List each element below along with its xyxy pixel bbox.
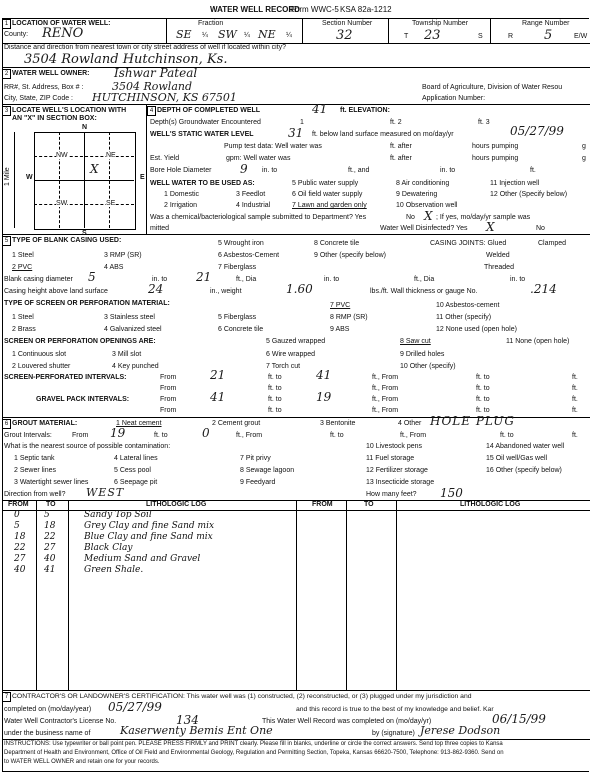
casing-label: TYPE OF BLANK CASING USED:: [12, 237, 122, 244]
compass-w: W: [26, 174, 33, 181]
disinfected-no[interactable]: No: [536, 225, 545, 232]
log-from[interactable]: 27: [14, 554, 26, 564]
int2-ft-from: ft., From: [372, 385, 399, 392]
weight-value[interactable]: 1.60: [286, 282, 313, 296]
joints-clamped[interactable]: Clamped: [538, 240, 567, 247]
screen-other[interactable]: 11 Other (specify): [436, 314, 492, 321]
range-ew: E/W: [574, 33, 588, 40]
use-public-supply[interactable]: 5 Public water supply: [292, 180, 359, 187]
screen-fiberglass[interactable]: 5 Fiberglass: [218, 314, 257, 321]
thickness-label: lbs./ft. Wall thickness or gauge No.: [370, 288, 478, 295]
certification-text: CONTRACTOR'S OR LANDOWNER'S CERTIFICATION: This water well was (1) constructed, (2) reconstructed, or (3) plugged under my jurisdiction and: [12, 693, 472, 700]
distance-value[interactable]: 3504 Rowland Hutchinson, Ks.: [24, 52, 228, 67]
bore-in-to: in. to: [440, 167, 456, 174]
source-fertilizer[interactable]: 12 Fertilizer storage: [366, 467, 428, 474]
section-6-number: 6: [2, 419, 11, 429]
thickness-value[interactable]: .214: [530, 282, 557, 296]
disinfected-x[interactable]: X: [486, 220, 495, 234]
rr-label: RR#, St. Address, Box # :: [4, 84, 84, 91]
height-value[interactable]: 24: [148, 282, 164, 296]
quarter-sym-2: ¼: [244, 32, 250, 39]
ft-after-1: ft. after: [390, 143, 412, 150]
intervals-label: SCREEN-PERFORATED INTERVALS:: [4, 374, 127, 381]
bore-to: in. to: [262, 167, 278, 174]
mitted: mitted: [150, 225, 170, 232]
depth-label: DEPTH OF COMPLETED WELL: [157, 107, 261, 114]
int2-from-label: From: [160, 385, 177, 392]
range-r: R: [508, 33, 514, 40]
source-lagoon[interactable]: 8 Sewage lagoon: [240, 467, 295, 474]
log-header-from-2: FROM: [312, 501, 333, 508]
section-3-number: 3: [2, 106, 11, 116]
instructions-2: Department of Health and Environment, Office of Oil Field and Environmental Geology, Regulation and Permitting Section, Topeka, Kansas 66620-7500, Telephone: 913-862-9360. Send on: [4, 750, 504, 756]
use-lawn-garden[interactable]: 7 Lawn and garden only: [292, 202, 367, 209]
gw-1: 1: [300, 119, 304, 126]
static-level-tail: ft. below land surface measured on mo/day/yr: [312, 131, 454, 138]
source-other[interactable]: 16 Other (specify below): [486, 467, 562, 474]
log-desc[interactable]: Medium Sand and Gravel: [84, 554, 201, 564]
location-mark[interactable]: X: [90, 162, 99, 176]
screen-rmp[interactable]: 8 RMP (SR): [330, 314, 368, 321]
city-label: City, State, ZIP Code :: [4, 95, 73, 102]
record-date-label: This Water Well Record was completed on (mo/day/yr): [262, 718, 432, 725]
signature-value[interactable]: Jerese Dodson: [420, 724, 501, 737]
gpm-label: gpm: Well water was: [226, 155, 291, 162]
chem-no[interactable]: No: [406, 214, 415, 221]
casing-concrete[interactable]: 8 Concrete tile: [314, 240, 360, 247]
static-level-date[interactable]: 05/27/99: [510, 124, 564, 138]
int-ft-to-2: ft. to: [476, 374, 490, 381]
source-insecticide[interactable]: 13 Insecticide storage: [366, 479, 435, 486]
log-header-to-2: TO: [364, 501, 374, 508]
screen-abs[interactable]: 9 ABS: [330, 326, 350, 333]
compass-n: N: [82, 124, 88, 131]
section-1-number: 1: [2, 19, 11, 29]
grout-other[interactable]: 4 Other: [398, 420, 422, 427]
int-from-value[interactable]: 21: [210, 368, 226, 382]
depth-value[interactable]: 41: [312, 102, 328, 116]
source-feedyard[interactable]: 9 Feedyard: [240, 479, 276, 486]
diameter-label: Blank casing diameter: [4, 276, 73, 283]
opening-other[interactable]: 10 Other (specify): [400, 363, 456, 370]
township-s: S: [478, 33, 483, 40]
section-box[interactable]: [34, 132, 136, 230]
completed-label: completed on (mo/day/year): [4, 706, 92, 713]
quadrant-ne: NE: [106, 152, 116, 159]
quadrant-sw: SW: [56, 200, 68, 207]
source-seepage[interactable]: 6 Seepage pit: [114, 479, 158, 486]
use-oil-field[interactable]: 6 Oil field water supply: [292, 191, 363, 198]
elevation-label: ft. ELEVATION:: [340, 107, 390, 114]
gravel-from-value[interactable]: 41: [210, 390, 226, 404]
openings-label: SCREEN OR PERFORATION OPENINGS ARE:: [4, 338, 156, 345]
diameter-value[interactable]: 5: [88, 270, 96, 284]
source-cess[interactable]: 5 Cess pool: [114, 467, 151, 474]
completed-value[interactable]: 05/27/99: [108, 700, 162, 714]
log-header-lithologic-2: LITHOLOGIC LOG: [460, 501, 521, 508]
hours-pumping-2: hours pumping: [472, 155, 519, 162]
gravel2-from-label: From: [160, 407, 177, 414]
gpm-1: g: [582, 143, 586, 150]
form-title: WATER WELL RECORD: [210, 5, 300, 14]
city-value[interactable]: HUTCHINSON, KS 67501: [92, 91, 237, 104]
grout-to-value[interactable]: 0: [202, 426, 210, 440]
use-domestic[interactable]: 1 Domestic: [164, 191, 200, 198]
instructions-3: to WATER WELL OWNER and retain one for your records.: [4, 759, 160, 765]
source-septic[interactable]: 1 Septic tank: [14, 455, 55, 462]
use-feedlot[interactable]: 3 Feedlot: [236, 191, 266, 198]
log-header-from: FROM: [8, 501, 29, 508]
direction-label: Direction from well?: [4, 491, 66, 498]
screen-asbestos[interactable]: 10 Asbestos-cement: [436, 302, 500, 309]
owner-label: WATER WELL OWNER:: [12, 70, 90, 77]
source-fuel[interactable]: 11 Fuel storage: [366, 455, 415, 462]
license-label: Water Well Contractor's License No.: [4, 718, 117, 725]
log-from[interactable]: 18: [14, 532, 26, 542]
source-abandoned[interactable]: 14 Abandoned water well: [486, 443, 565, 450]
casing-wrought-iron[interactable]: 5 Wrought iron: [218, 240, 264, 247]
source-lateral[interactable]: 4 Lateral lines: [114, 455, 158, 462]
casing-steel[interactable]: 1 Steel: [12, 252, 34, 259]
section-7-number: 7: [2, 692, 11, 702]
bore-value[interactable]: 9: [240, 162, 248, 176]
int-from-label: From: [160, 374, 177, 381]
county-label: County:: [4, 31, 29, 38]
gravel-from-label: From: [160, 396, 177, 403]
use-label: WELL WATER TO BE USED AS:: [150, 180, 255, 187]
fraction-3[interactable]: NE: [258, 28, 276, 41]
gravel-ft-end: ft.: [572, 396, 578, 403]
int2-ft-to: ft. to: [268, 385, 282, 392]
log-desc[interactable]: Grey Clay and fine Sand mix: [84, 521, 215, 531]
bore-label: Bore Hole Diameter: [150, 167, 212, 174]
casing-rmp[interactable]: 3 RMP (SR): [104, 252, 142, 259]
pump-test-label: Pump test data: Well water was: [224, 143, 322, 150]
chem-tail: ; If yes, mo/day/yr sample was: [436, 214, 531, 221]
form-number: Form WWC-5: [290, 5, 339, 14]
range-value[interactable]: 5: [544, 28, 553, 43]
opening-mill-slot[interactable]: 3 Mill slot: [112, 351, 142, 358]
hours-pumping-1: hours pumping: [472, 143, 519, 150]
grout-bentonite[interactable]: 3 Bentonite: [320, 420, 356, 427]
log-from[interactable]: 5: [14, 521, 20, 531]
howmany-label: How many feet?: [366, 491, 417, 498]
int-ft-end: ft.: [572, 374, 578, 381]
section-5-number: 5: [2, 236, 11, 246]
ft-after-2: ft. after: [390, 155, 412, 162]
application-number-label: Application Number:: [422, 95, 486, 102]
int2-ft-end: ft.: [572, 385, 578, 392]
grout-ft-to-3: ft. to: [500, 432, 514, 439]
log-from[interactable]: 0: [14, 510, 20, 520]
grout-ft-to: ft. to: [154, 432, 168, 439]
gravel2-ft-end: ft.: [572, 407, 578, 414]
gravel-ft-to: ft. to: [268, 396, 282, 403]
owner-value[interactable]: Ishwar Pateal: [114, 66, 198, 80]
bore-and: ft., and: [348, 167, 370, 174]
casing-asbestos[interactable]: 6 Asbestos-Cement: [218, 252, 280, 259]
quadrant-se: SE: [106, 200, 116, 207]
chem-sample-label: Was a chemical/bacteriological sample submitted to Department? Yes: [150, 214, 367, 221]
joints-welded[interactable]: Welded: [486, 252, 510, 259]
grout-ft-from: ft., From: [236, 432, 263, 439]
grout-ft-end: ft.: [572, 432, 578, 439]
diameter-in-to: in. to: [152, 276, 168, 283]
grout-intervals-label: Grout Intervals:: [4, 432, 52, 439]
log-from[interactable]: 22: [14, 543, 26, 553]
distance-label: Distance and direction from nearest town or city street address of well if located within city?: [4, 44, 287, 51]
quarter-sym-3: ¼: [286, 32, 292, 39]
locate-label-2: AN "X" IN SECTION BOX:: [12, 115, 97, 122]
log-desc[interactable]: Blue Clay and fine Sand mix: [84, 532, 213, 542]
section-number-value[interactable]: 32: [336, 28, 353, 43]
record-date-value[interactable]: 06/15/99: [492, 712, 546, 726]
section-4-number: 4: [147, 106, 156, 116]
instructions-1: INSTRUCTIONS: Use typewriter or ball point pen. PLEASE PRESS FIRMLY and PRINT clearly. Please fill in blanks, underline or circle the correct answers. Send top three copies to Kansa: [4, 741, 503, 747]
use-other[interactable]: 12 Other (Specify below): [490, 191, 568, 198]
ksa-number: KSA 82a-1212: [340, 5, 392, 14]
fraction-label: Fraction: [198, 20, 224, 27]
est-yield-label: Est. Yield: [150, 155, 180, 162]
joints-threaded[interactable]: Threaded: [484, 264, 514, 271]
signature-label: by (signature): [372, 730, 415, 737]
township-label: Township Number: [412, 20, 469, 27]
rr-value[interactable]: 3504 Rowland: [112, 80, 193, 93]
groundwater-label: Depth(s) Groundwater Encountered: [150, 119, 261, 126]
screen-steel[interactable]: 1 Steel: [12, 314, 34, 321]
township-t: T: [404, 33, 409, 40]
weight-label: in., weight: [210, 288, 242, 295]
grout-from-value[interactable]: 19: [110, 426, 126, 440]
joints-label: CASING JOINTS: Glued: [430, 240, 507, 247]
in-to-2: in. to: [510, 276, 526, 283]
log-to[interactable]: 5: [44, 510, 50, 520]
township-value[interactable]: 23: [424, 28, 441, 43]
howmany-value[interactable]: 150: [440, 486, 463, 500]
opening-torch[interactable]: 7 Torch cut: [266, 363, 301, 370]
casing-pvc[interactable]: 2 PVC: [12, 264, 33, 271]
static-level-label: WELL'S STATIC WATER LEVEL: [150, 131, 254, 138]
screen-galvanized[interactable]: 4 Galvanized steel: [104, 326, 162, 333]
casing-fiberglass[interactable]: 7 Fiberglass: [218, 264, 257, 271]
gravel-label: GRAVEL PACK INTERVALS:: [36, 396, 130, 403]
casing-abs[interactable]: 4 ABS: [104, 264, 124, 271]
opening-louvered[interactable]: 2 Louvered shutter: [12, 363, 71, 370]
opening-key-punched[interactable]: 4 Key punched: [112, 363, 159, 370]
quarter-sym-1: ¼: [202, 32, 208, 39]
ft-dia-1: ft., Dia: [236, 276, 257, 283]
static-level-value[interactable]: 31: [288, 126, 304, 140]
opening-gauzed[interactable]: 5 Gauzed wrapped: [266, 338, 326, 345]
gravel2-ft-to: ft. to: [268, 407, 282, 414]
grout-ft-from-2: ft., From: [400, 432, 427, 439]
log-to[interactable]: 40: [44, 554, 56, 564]
license-value[interactable]: 134: [176, 713, 199, 727]
screen-brass[interactable]: 2 Brass: [12, 326, 36, 333]
disinfected-label: Water Well Disinfected? Yes: [380, 225, 468, 232]
use-irrigation[interactable]: 2 Irrigation: [164, 202, 198, 209]
opening-drilled[interactable]: 9 Drilled holes: [400, 351, 445, 358]
section-2-number: 2: [2, 69, 11, 79]
log-desc[interactable]: Black Clay: [84, 543, 133, 553]
compass-e: E: [140, 174, 145, 181]
opening-none[interactable]: 11 None (open hole): [506, 338, 570, 345]
quadrant-nw: NW: [56, 152, 68, 159]
gravel2-ft-to-2: ft. to: [476, 407, 490, 414]
grout-neat-cement[interactable]: 1 Neat cement: [116, 420, 162, 427]
fraction-2[interactable]: SW: [218, 28, 237, 41]
log-desc[interactable]: Sandy Top Soil: [84, 510, 152, 520]
source-sewer[interactable]: 2 Sewer lines: [14, 467, 57, 474]
int2-ft-to-2: ft. to: [476, 385, 490, 392]
use-dewatering[interactable]: 9 Dewatering: [396, 191, 438, 198]
screen-concrete[interactable]: 6 Concrete tile: [218, 326, 264, 333]
log-from[interactable]: 40: [14, 565, 26, 575]
ft-dia-2: ft., Dia: [414, 276, 435, 283]
screen-none[interactable]: 12 None used (open hole): [436, 326, 517, 333]
log-header-to: TO: [46, 501, 56, 508]
height-label: Casing height above land surface: [4, 288, 108, 295]
gw-2: ft. 2: [390, 119, 402, 126]
diameter-to-value[interactable]: 21: [196, 270, 212, 284]
screen-stainless[interactable]: 3 Stainless steel: [104, 314, 155, 321]
grout-label: GROUT MATERIAL:: [12, 420, 78, 427]
use-industrial[interactable]: 4 Industrial: [236, 202, 271, 209]
gravel-ft-to-2: ft. to: [476, 396, 490, 403]
source-oil-gas[interactable]: 15 Oil well/Gas well: [486, 455, 548, 462]
int-ft-to: ft. to: [268, 374, 282, 381]
gravel2-ft-from: ft., From: [372, 407, 399, 414]
use-air-conditioning[interactable]: 8 Air conditioning: [396, 180, 450, 187]
chem-x[interactable]: X: [424, 209, 433, 223]
log-to[interactable]: 22: [44, 532, 56, 542]
log-header-lithologic: LITHOLOGIC LOG: [146, 501, 207, 508]
opening-continuous[interactable]: 1 Continuous slot: [12, 351, 67, 358]
fraction-1[interactable]: SE: [176, 28, 192, 41]
direction-value[interactable]: WEST: [86, 486, 125, 499]
in-to-1: in. to: [324, 276, 340, 283]
use-injection[interactable]: 11 Injection well: [490, 180, 540, 187]
grout-ft-to-2: ft. to: [330, 432, 344, 439]
log-to[interactable]: 41: [44, 565, 56, 575]
int-to-value[interactable]: 41: [316, 368, 332, 382]
screen-label: TYPE OF SCREEN OR PERFORATION MATERIAL:: [4, 300, 170, 307]
grout-from-label: From: [72, 432, 89, 439]
log-desc[interactable]: Green Shale.: [84, 565, 144, 575]
int-ft-from: ft., From: [372, 374, 399, 381]
location-label: LOCATION OF WATER WELL:: [12, 20, 111, 27]
log-to[interactable]: 18: [44, 521, 56, 531]
casing-other[interactable]: 9 Other (specify below): [314, 252, 386, 259]
business-value[interactable]: Kaserwenty Bemis Ent One: [120, 724, 273, 737]
grout-other-value[interactable]: HOLE PLUG: [430, 414, 515, 428]
log-to[interactable]: 27: [44, 543, 56, 553]
mile-label: 1 Mile: [4, 167, 11, 186]
gravel-to-value[interactable]: 19: [316, 390, 332, 404]
gravel-ft-from: ft., From: [372, 396, 399, 403]
range-label: Range Number: [522, 20, 570, 27]
source-livestock[interactable]: 10 Livestock pens: [366, 443, 423, 450]
county-value[interactable]: RENO: [42, 26, 84, 41]
opening-wire[interactable]: 6 Wire wrapped: [266, 351, 316, 358]
record-true-text: and this record is true to the best of my knowledge and belief. Kar: [296, 706, 494, 713]
gpm-2: g: [582, 155, 586, 162]
screen-pvc[interactable]: 7 PVC: [330, 302, 351, 309]
opening-saw-cut[interactable]: 8 Saw cut: [400, 338, 431, 345]
source-watertight[interactable]: 3 Watertight sewer lines: [14, 479, 89, 486]
gw-3: ft. 3: [478, 119, 490, 126]
bore-ft: ft.: [530, 167, 536, 174]
source-pit-privy[interactable]: 7 Pit privy: [240, 455, 271, 462]
grout-cement[interactable]: 2 Cement grout: [212, 420, 261, 427]
source-label: What is the nearest source of possible contamination:: [4, 443, 171, 450]
use-observation[interactable]: 10 Observation well: [396, 202, 458, 209]
business-label: under the business name of: [4, 730, 91, 737]
section-number-label: Section Number: [322, 20, 373, 27]
board-label: Board of Agriculture, Division of Water Resou: [422, 84, 563, 91]
locate-label: LOCATE WELL'S LOCATION WITH: [12, 107, 127, 114]
